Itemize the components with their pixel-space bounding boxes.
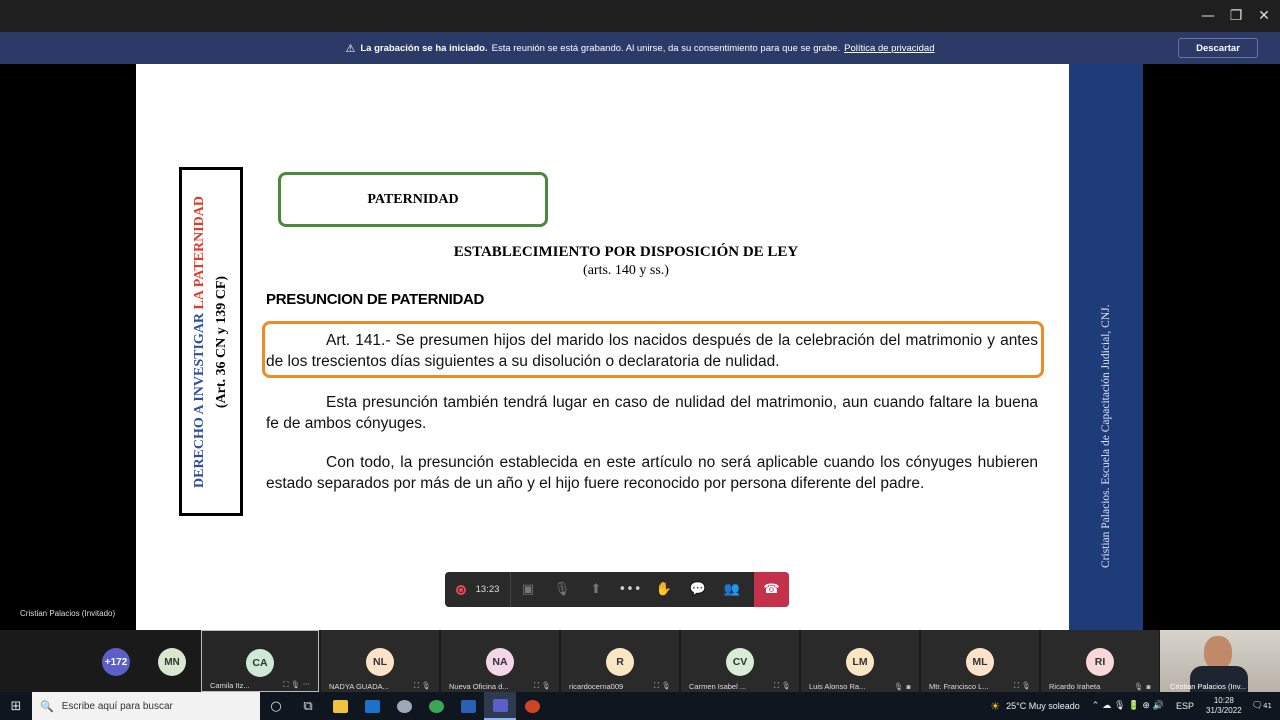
participant-tile[interactable] [321, 630, 439, 692]
participant-tile[interactable] [681, 630, 799, 692]
participant-name: ricardocerna009 [569, 682, 624, 691]
participant-name: Nueva Oficina d... [449, 682, 509, 691]
banner-bold: La grabación se ha iniciado. [360, 42, 488, 54]
participants-icon[interactable]: 👥 [723, 582, 741, 597]
mic-off-icon: ⛶ 🎙 [653, 681, 671, 690]
record-icon [456, 585, 466, 595]
mic-off-icon: ⛶ 🎙 [413, 681, 431, 690]
slide-subheading: (arts. 140 y ss.) [583, 263, 669, 278]
share-screen-icon[interactable]: ⬆ [590, 582, 602, 597]
avatar: CA [246, 649, 274, 677]
raise-hand-icon[interactable]: ✋ [655, 582, 673, 597]
shared-slide [136, 64, 1069, 630]
mic-off-icon: ⛶ 🎙 [773, 681, 791, 690]
meeting-controls [445, 572, 789, 607]
mic-off-icon: ⛶ 🎙 [533, 681, 551, 690]
taskbar-search[interactable] [32, 692, 260, 720]
avatar: ML [966, 648, 994, 676]
participant-avatar-mn[interactable]: MN [158, 648, 186, 676]
video-person [1204, 636, 1232, 670]
participant-name: Ricardo Iraheta [1049, 682, 1101, 691]
presenter-label: Cristian Palacios (Invitado) [20, 609, 116, 618]
weather-sun-icon: ☀ [990, 699, 1001, 713]
participant-name: Carmen Isabel ... [689, 682, 747, 691]
side-title [189, 172, 233, 512]
avatar: CV [726, 648, 754, 676]
restore-icon[interactable]: ❐ [1229, 8, 1243, 24]
recording-banner [0, 32, 1280, 64]
mic-off-icon: 🎙 ▪ [1134, 682, 1151, 691]
camera-icon[interactable]: ▣ [521, 582, 535, 597]
more-participants-badge[interactable]: +172 [102, 648, 130, 676]
mic-off-icon: ⛶ 🎙 ··· [283, 680, 310, 689]
participant-name: Luis Alonso Ra... [809, 682, 866, 691]
participant-name: Cristian Palacios (Inv... [1170, 682, 1247, 691]
article-paragraph: Art. 141.- Se presumen hijos del marido los nacidos después de la celebración del matrimonio y antes de los trescientos días siguientes a su disolución o declaratoria de nulidad. [266, 332, 1038, 370]
meeting-timer: 13:23 [475, 584, 500, 595]
mic-off-icon: 🎙 ▪ [894, 682, 911, 691]
more-options-icon[interactable]: ••• [618, 582, 642, 597]
slide-side-panel [1069, 64, 1143, 630]
snipping-tool-icon[interactable] [388, 692, 420, 720]
cortana-icon[interactable]: ○ [270, 698, 282, 714]
language-indicator[interactable]: ESP [1176, 701, 1195, 711]
avatar: NA [486, 648, 514, 676]
participant-name: NADYA GUADA... [329, 682, 389, 691]
search-icon: 🔍 [40, 699, 54, 713]
participant-strip [0, 630, 1280, 692]
search-placeholder: Escribe aquí para buscar [61, 700, 173, 712]
participant-tile[interactable] [561, 630, 679, 692]
presenter-video-tile[interactable] [1160, 630, 1280, 692]
notifications-icon[interactable]: 🗨41 [1251, 701, 1272, 711]
side-title-blue: DERECHO A INVESTIGAR [192, 312, 207, 488]
recording-indicator [445, 572, 511, 607]
tray-icons[interactable]: ⌃ ☁ 🎙 🔋 ⊕ 🔊 [1091, 701, 1165, 711]
paragraph-3: Con todo, la presunción establecida en este artículo no será aplicable cuando los cónyuges hubieren estado separados por más de un año y el hijo fuere reconocido por persona diferente del padre. [266, 454, 1038, 492]
system-tray [990, 692, 1280, 720]
teams-icon[interactable] [484, 692, 516, 720]
paragraph-2: Esta presunción también tendrá lugar en caso de nulidad del matrimonio, aun cuando faltare la buena fe de ambos cónyuges. [266, 394, 1038, 432]
side-subtitle: (Art. 36 CN y 139 CF) [214, 275, 229, 408]
window-titlebar [0, 0, 1280, 32]
side-title-box [179, 167, 243, 516]
side-title-red: LA PATERNIDAD [192, 195, 207, 309]
dismiss-button[interactable]: Descartar [1178, 38, 1258, 58]
powerpoint-icon[interactable] [516, 692, 548, 720]
chrome-icon[interactable] [420, 692, 452, 720]
participant-tile[interactable] [441, 630, 559, 692]
privacy-link[interactable]: Política de privacidad [844, 42, 935, 54]
paternidad-box: PATERNIDAD [278, 172, 548, 227]
windows-start-icon[interactable]: ⊞ [10, 698, 22, 714]
banner-text: Esta reunión se está grabando. Al unirse, da su consentimiento para que se grabe. [491, 42, 841, 54]
participant-tile[interactable] [921, 630, 1039, 692]
hang-up-button[interactable] [754, 572, 789, 607]
chat-icon[interactable]: 💬 [689, 582, 707, 597]
outlook-icon[interactable] [356, 692, 388, 720]
task-view-icon[interactable]: ⧉ [303, 698, 313, 714]
slide-heading: ESTABLECIMIENTO POR DISPOSICIÓN DE LEY [453, 244, 799, 260]
participant-tile[interactable] [201, 630, 319, 692]
avatar: RI [1086, 648, 1114, 676]
avatar: LM [846, 648, 874, 676]
phone-icon: ☎ [763, 582, 780, 597]
weather-text[interactable]: 25°C Muy soleado [1006, 701, 1080, 711]
minimize-icon[interactable]: — [1201, 8, 1215, 24]
slide-credit: Cristian Palacios. Escuela de Capacitación Judicial, CNJ. [1100, 304, 1112, 568]
microphone-icon[interactable]: 🎙 [553, 582, 571, 597]
participant-tile[interactable] [801, 630, 919, 692]
mic-off-icon: ⛶ 🎙 [1013, 681, 1031, 690]
avatar: NL [366, 648, 394, 676]
participant-name: Camila Itz... [210, 681, 250, 690]
close-icon[interactable]: ✕ [1258, 8, 1270, 24]
word-icon[interactable] [452, 692, 484, 720]
warning-icon: ⚠ [345, 41, 356, 55]
participant-name: Mtr. Francisco L... [929, 682, 989, 691]
participant-tile[interactable] [1041, 630, 1159, 692]
file-explorer-icon[interactable] [324, 692, 356, 720]
windows-taskbar [0, 692, 1280, 720]
avatar: R [606, 648, 634, 676]
section-title: PRESUNCION DE PATERNIDAD [266, 291, 485, 308]
clock[interactable]: 10:28 31/3/2022 [1206, 696, 1242, 715]
